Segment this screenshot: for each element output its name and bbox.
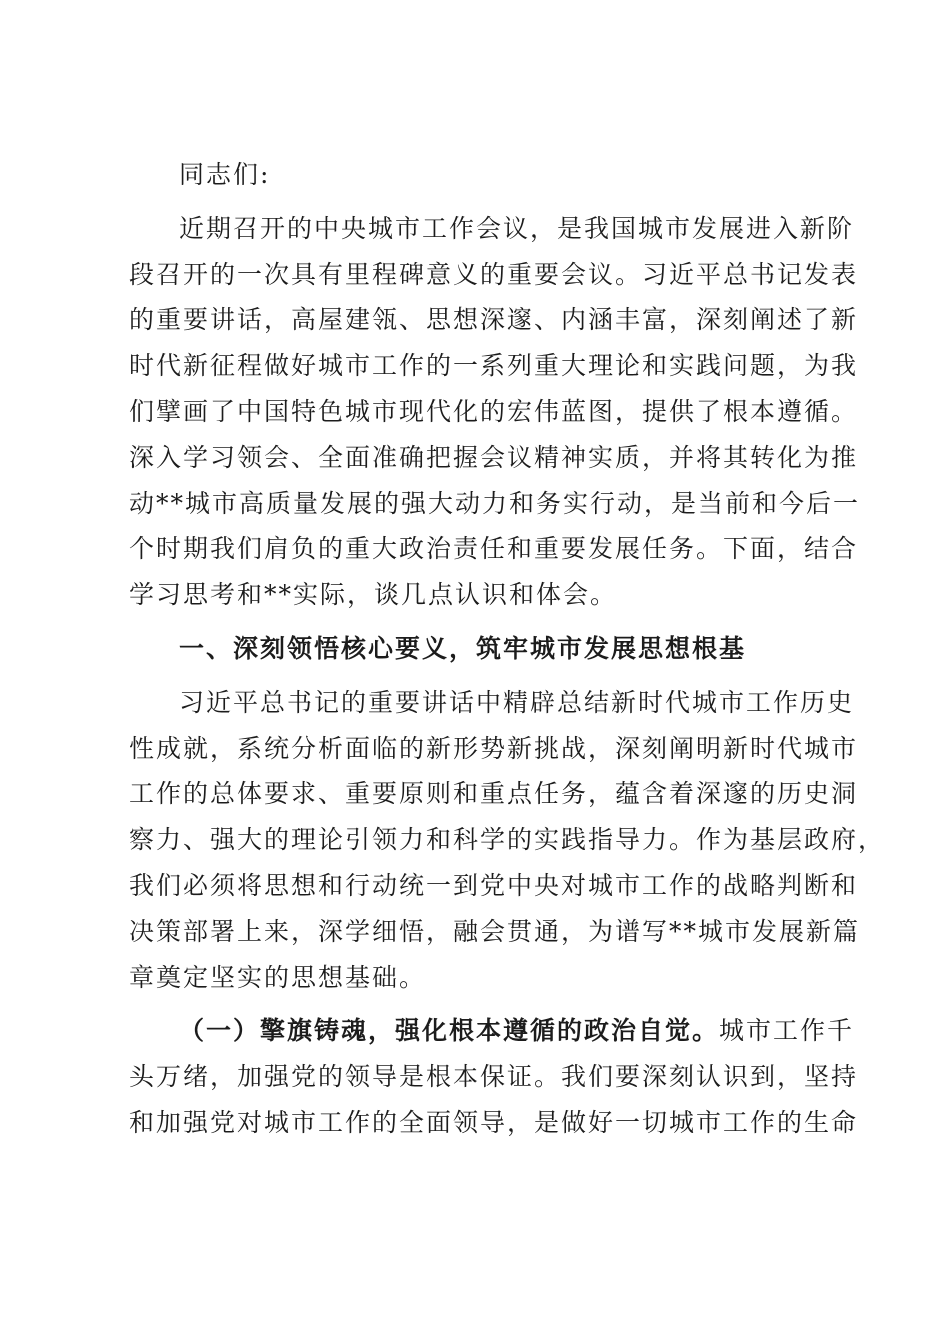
paragraph-line: 和加强党对城市工作的全面领导，是做好一切城市工作的生命	[129, 1107, 859, 1137]
paragraph-line: 性成就，系统分析面临的新形势新挑战，深刻阐明新时代城市	[129, 733, 859, 763]
paragraph-line: 动**城市高质量发展的强大动力和务实行动，是当前和今后一	[129, 488, 861, 518]
document-body	[129, 152, 886, 1146]
section-heading: 一、深刻领悟核心要义，筑牢城市发展思想根基	[179, 633, 747, 663]
paragraph-subsection-one	[129, 1008, 859, 1145]
paragraph-line: 深入学习领会、全面准确把握会议精神实质，并将其转化为推	[129, 442, 859, 472]
paragraph-line: 们擘画了中国特色城市现代化的宏伟蓝图，提供了根本遵循。	[129, 396, 859, 426]
salutation: 同志们:	[179, 160, 271, 189]
paragraph-line: 察力、强大的理论引领力和科学的实践指导力。作为基层政府，	[129, 825, 886, 855]
paragraph-line: 习近平总书记的重要讲话中精辟总结新时代城市工作历史	[179, 687, 855, 717]
paragraph-line: 学习思考和**实际，谈几点认识和体会。	[129, 580, 618, 610]
paragraph-line: 个时期我们肩负的重大政治责任和重要发展任务。下面，结合	[129, 534, 859, 564]
subsection-text: 城市工作千	[719, 1016, 855, 1046]
paragraph-line: 决策部署上来，深学细悟，融会贯通，为谱写**城市发展新篇	[129, 916, 861, 946]
paragraph-line: 头万绪，加强党的领导是根本保证。我们要深刻认识到，坚持	[129, 1062, 859, 1092]
paragraph-line: 章奠定坚实的思想基础。	[129, 962, 427, 992]
paragraph-section-one	[129, 680, 886, 1001]
subsection-heading: （一）擎旗铸魂，强化根本遵循的政治自觉。	[179, 1016, 720, 1046]
paragraph-line: 近期召开的中央城市工作会议，是我国城市发展进入新阶	[179, 213, 855, 243]
paragraph-line: 我们必须将思想和行动统一到党中央对城市工作的战略判断和	[129, 870, 859, 900]
paragraph-line: 段召开的一次具有里程碑意义的重要会议。习近平总书记发表	[129, 259, 859, 289]
paragraph-intro	[129, 206, 861, 618]
paragraph-line: 工作的总体要求、重要原则和重点任务，蕴含着深邃的历史洞	[129, 779, 859, 809]
paragraph-line: 时代新征程做好城市工作的一系列重大理论和实践问题，为我	[129, 351, 859, 381]
paragraph-line	[129, 1008, 855, 1054]
paragraph-line: 的重要讲话，高屋建瓴、思想深邃、内涵丰富，深刻阐述了新	[129, 305, 859, 335]
